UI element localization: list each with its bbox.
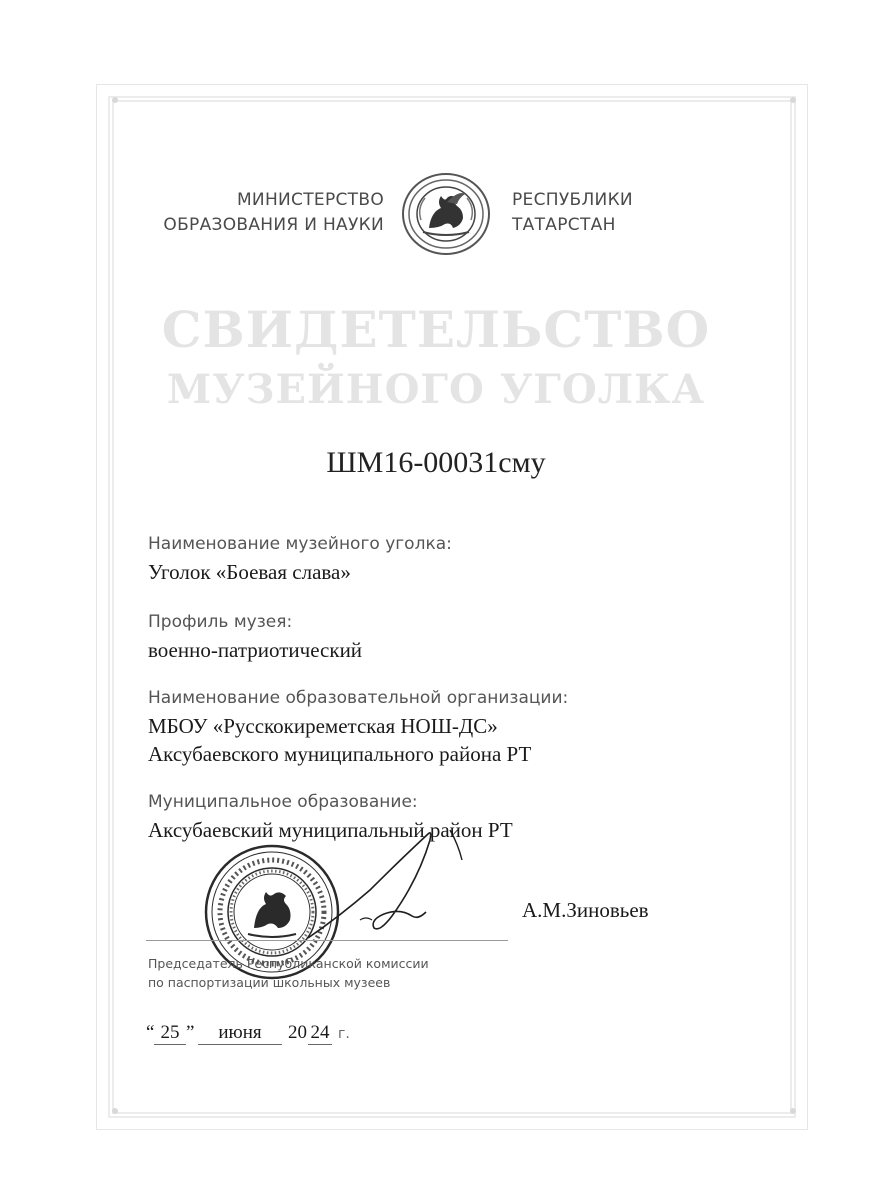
ministry-line-1: МИНИСТЕРСТВО bbox=[236, 190, 384, 210]
corner-name-label: Наименование музейного уголка: bbox=[148, 534, 452, 554]
handwritten-signature-icon bbox=[300, 820, 500, 960]
profile-label: Профиль музея: bbox=[148, 612, 293, 632]
municipality-value: Аксубаевский муниципальный район РТ bbox=[148, 818, 513, 842]
date-quote-close: ” bbox=[186, 1022, 195, 1043]
certificate-number: ШМ16-00031сму bbox=[326, 446, 546, 479]
republic-line-2: ТАТАРСТАН bbox=[512, 215, 616, 235]
certificate-subtitle: МУЗЕЙНОГО УГОЛКА bbox=[166, 366, 706, 413]
organization-value-line-1: МБОУ «Русскокиреметская НОШ-ДС» bbox=[148, 714, 498, 738]
frame-corner-dot bbox=[790, 97, 796, 103]
date-year-suffix: 24 bbox=[308, 1022, 332, 1045]
date-day: 25 bbox=[154, 1022, 186, 1045]
profile-value: военно-патриотический bbox=[148, 638, 363, 662]
municipality-label: Муниципальное образование: bbox=[148, 792, 418, 812]
organization-value-line-2: Аксубаевского муниципального района РТ bbox=[148, 742, 532, 766]
organization-label: Наименование образовательной организации: bbox=[148, 688, 569, 708]
date-year-prefix: 20 bbox=[288, 1022, 307, 1043]
date-month: июня bbox=[198, 1022, 282, 1045]
republic-name bbox=[512, 188, 712, 238]
frame-corner-dot bbox=[790, 1108, 796, 1114]
republic-line-1: РЕСПУБЛИКИ bbox=[512, 190, 633, 210]
date-quote-open: “ bbox=[146, 1022, 155, 1043]
date-year-label: г. bbox=[338, 1026, 350, 1042]
signer-name: А.М.Зиновьев bbox=[522, 898, 649, 922]
issue-date bbox=[146, 1020, 406, 1050]
tatarstan-coat-of-arms-icon bbox=[401, 172, 491, 256]
frame-corner-dot bbox=[112, 97, 118, 103]
chairman-title-line-2: по паспортизации школьных музеев bbox=[148, 975, 391, 990]
chairman-title-line-1: Председатель Республиканской комиссии bbox=[148, 956, 429, 971]
corner-name-value: Уголок «Боевая слава» bbox=[148, 560, 351, 584]
certificate-title: СВИДЕТЕЛЬСТВО bbox=[161, 300, 711, 359]
frame-corner-dot bbox=[112, 1108, 118, 1114]
ministry-name bbox=[146, 188, 384, 238]
chairman-title bbox=[148, 954, 528, 992]
ministry-line-2: ОБРАЗОВАНИЯ И НАУКИ bbox=[163, 215, 384, 235]
signature-line bbox=[146, 940, 508, 941]
